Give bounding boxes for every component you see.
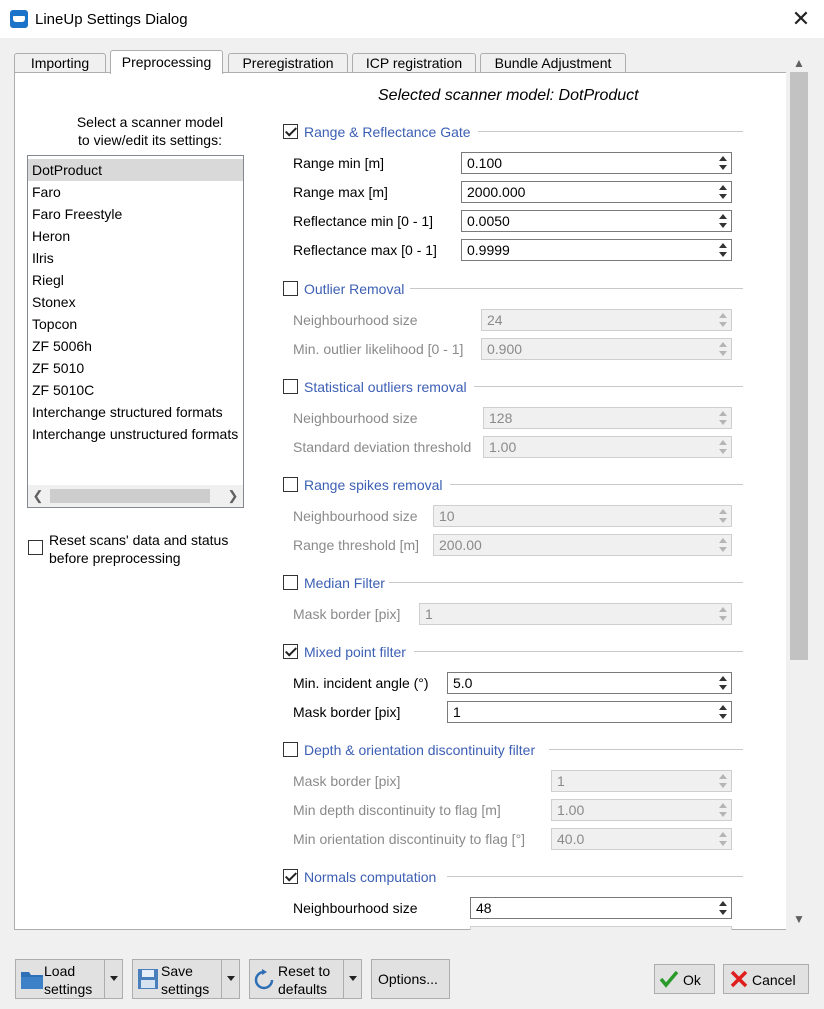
scroll-thumb[interactable] [790,72,808,660]
field-label: Min. incident angle (°) [293,675,429,691]
group-divider [478,131,743,132]
field-label: Range max [m] [293,184,388,200]
list-item[interactable]: Faro [32,184,61,200]
spin-arrows-icon[interactable] [717,241,729,259]
field-label: Standard deviation threshold [293,439,472,455]
group-divider [447,876,743,877]
scroll-down-icon[interactable]: ▼ [793,912,805,926]
orientation-discontinuity-input[interactable]: 40.0 [551,828,732,850]
scanner-model-list[interactable] [27,155,244,508]
outlier-likelihood-input[interactable]: 0.900 [481,338,732,360]
list-item[interactable]: Interchange structured formats [32,404,223,420]
spin-arrows-icon[interactable] [717,536,729,554]
spikes-neighbourhood-input[interactable]: 10 [433,505,732,527]
check-icon [659,970,679,988]
scroll-left-icon[interactable]: ❮ [32,488,44,503]
list-item[interactable]: Interchange unstructured formats [32,426,239,442]
list-item[interactable]: Riegl [32,272,64,288]
spin-arrows-icon[interactable] [717,772,729,790]
field-label: Range threshold [m] [293,537,420,553]
spin-arrows-icon[interactable] [717,183,729,201]
spin-arrows-icon[interactable] [717,674,729,692]
range-max-input[interactable]: 2000.000 [461,181,732,203]
close-button[interactable]: ✕ [791,6,811,31]
field-label: Mask border [pix] [293,704,401,720]
group-title-depth-orientation: Depth & orientation discontinuity filter [304,742,536,758]
x-icon [730,970,748,988]
tab-icp-registration[interactable]: ICP registration [352,53,476,73]
spin-arrows-icon[interactable] [717,801,729,819]
list-item[interactable]: Heron [32,228,71,244]
spin-arrows-icon[interactable] [717,311,729,329]
field-label: Min. outlier likelihood [0 - 1] [293,341,464,357]
ok-button[interactable]: Ok [654,964,715,994]
group-title-mixed-point: Mixed point filter [304,644,406,660]
median-filter-checkbox[interactable] [283,575,298,590]
depth-mask-input[interactable]: 1 [551,770,732,792]
field-label: Min depth discontinuity to flag [m] [293,802,501,818]
range-reflectance-checkbox[interactable] [283,124,298,139]
depth-discontinuity-input[interactable]: 1.00 [551,799,732,821]
field-label: Range min [m] [293,155,385,171]
spin-arrows-icon[interactable] [717,212,729,230]
group-divider [414,651,743,652]
horizontal-scrollbar[interactable] [28,485,243,507]
options-button[interactable]: Options... [371,959,450,999]
stat-neighbourhood-input[interactable]: 128 [483,407,732,429]
list-item[interactable]: ZF 5010C [32,382,95,398]
floppy-disk-icon [137,968,159,990]
field-label: Neighbourhood size [293,900,418,916]
chevron-down-icon[interactable] [221,960,239,998]
normals-neighbourhood-input[interactable]: 48 [470,897,732,919]
field-label: Neighbourhood size [293,508,418,524]
field-label: Mask border [pix] [293,606,401,622]
cancel-button[interactable]: Cancel [723,964,809,994]
range-spikes-checkbox[interactable] [283,477,298,492]
list-item[interactable]: Stonex [32,294,76,310]
reflectance-max-input[interactable]: 0.9999 [461,239,732,261]
save-settings-button[interactable]: Save settings [132,959,240,999]
group-title-median-filter: Median Filter [304,575,385,591]
mixed-point-checkbox[interactable] [283,644,298,659]
chevron-down-icon[interactable] [104,960,122,998]
group-divider [474,386,743,387]
reset-scans-checkbox[interactable] [28,540,43,555]
group-divider [450,484,743,485]
normals-computation-checkbox[interactable] [283,869,298,884]
chevron-down-icon[interactable] [343,960,361,998]
incident-angle-input[interactable]: 5.0 [447,672,732,694]
outlier-removal-checkbox[interactable] [283,281,298,296]
spin-arrows-icon[interactable] [717,703,729,721]
partial-input [470,926,732,930]
depth-orientation-checkbox[interactable] [283,742,298,757]
group-title-outlier-removal: Outlier Removal [304,281,405,297]
reset-scans-label: Reset scans' data and status before preprocessing [49,532,229,566]
refresh-icon [253,969,275,991]
group-title-range-reflectance: Range & Reflectance Gate [304,124,471,140]
tab-importing[interactable]: Importing [14,53,106,73]
range-min-input[interactable]: 0.100 [461,152,732,174]
stat-stddev-input[interactable]: 1.00 [483,436,732,458]
spin-arrows-icon[interactable] [717,438,729,456]
field-label: Min orientation discontinuity to flag [°] [293,831,526,847]
list-item[interactable]: Ilris [32,250,54,266]
group-title-range-spikes: Range spikes removal [304,477,443,493]
spikes-threshold-input[interactable]: 200.00 [433,534,732,556]
list-item[interactable]: DotProduct [28,159,243,181]
tab-preregistration[interactable]: Preregistration [228,53,348,73]
scroll-up-icon[interactable]: ▲ [793,56,805,70]
list-item[interactable]: ZF 5010 [32,360,85,376]
spin-arrows-icon[interactable] [717,605,729,623]
title-bar [0,0,824,38]
group-title-normals: Normals computation [304,869,437,885]
list-item[interactable]: ZF 5006h [32,338,92,354]
spin-arrows-icon[interactable] [717,899,729,917]
spin-arrows-icon[interactable] [717,507,729,525]
window-title: LineUp Settings Dialog [35,11,188,28]
group-divider [549,749,743,750]
field-label: Reflectance min [0 - 1] [293,213,434,229]
tab-bundle-adjustment[interactable]: Bundle Adjustment [480,53,626,73]
group-divider [410,288,743,289]
statistical-outliers-checkbox[interactable] [283,379,298,394]
group-title-statistical-outliers: Statistical outliers removal [304,379,467,395]
outlier-neighbourhood-input[interactable]: 24 [481,309,732,331]
tab-preprocessing[interactable]: Preprocessing [110,50,223,74]
scroll-right-icon[interactable]: ❯ [227,488,239,503]
field-label: Reflectance max [0 - 1] [293,242,437,258]
field-label: Mask border [pix] [293,773,401,789]
field-label: Neighbourhood size [293,410,418,426]
load-settings-button[interactable]: Load settings [15,959,123,999]
mixed-mask-input[interactable]: 1 [447,701,732,723]
vertical-scrollbar[interactable] [786,50,812,930]
folder-icon [20,968,44,990]
model-list-title: Select a scanner model to view/edit its settings: [76,114,224,148]
median-mask-input[interactable]: 1 [419,603,732,625]
group-divider [389,582,743,583]
spin-arrows-icon[interactable] [717,409,729,427]
list-item[interactable]: Topcon [32,316,78,332]
reflectance-min-input[interactable]: 0.0050 [461,210,732,232]
spin-arrows-icon[interactable] [717,830,729,848]
field-label: Neighbourhood size [293,312,418,328]
selected-model-title: Selected scanner model: DotProduct [378,87,639,104]
hscroll-thumb[interactable] [50,489,210,503]
reset-defaults-button[interactable]: Reset to defaults [249,959,362,999]
spin-arrows-icon[interactable] [717,340,729,358]
spin-arrows-icon[interactable] [717,154,729,172]
app-icon [10,10,28,28]
list-item[interactable]: Faro Freestyle [32,206,123,222]
